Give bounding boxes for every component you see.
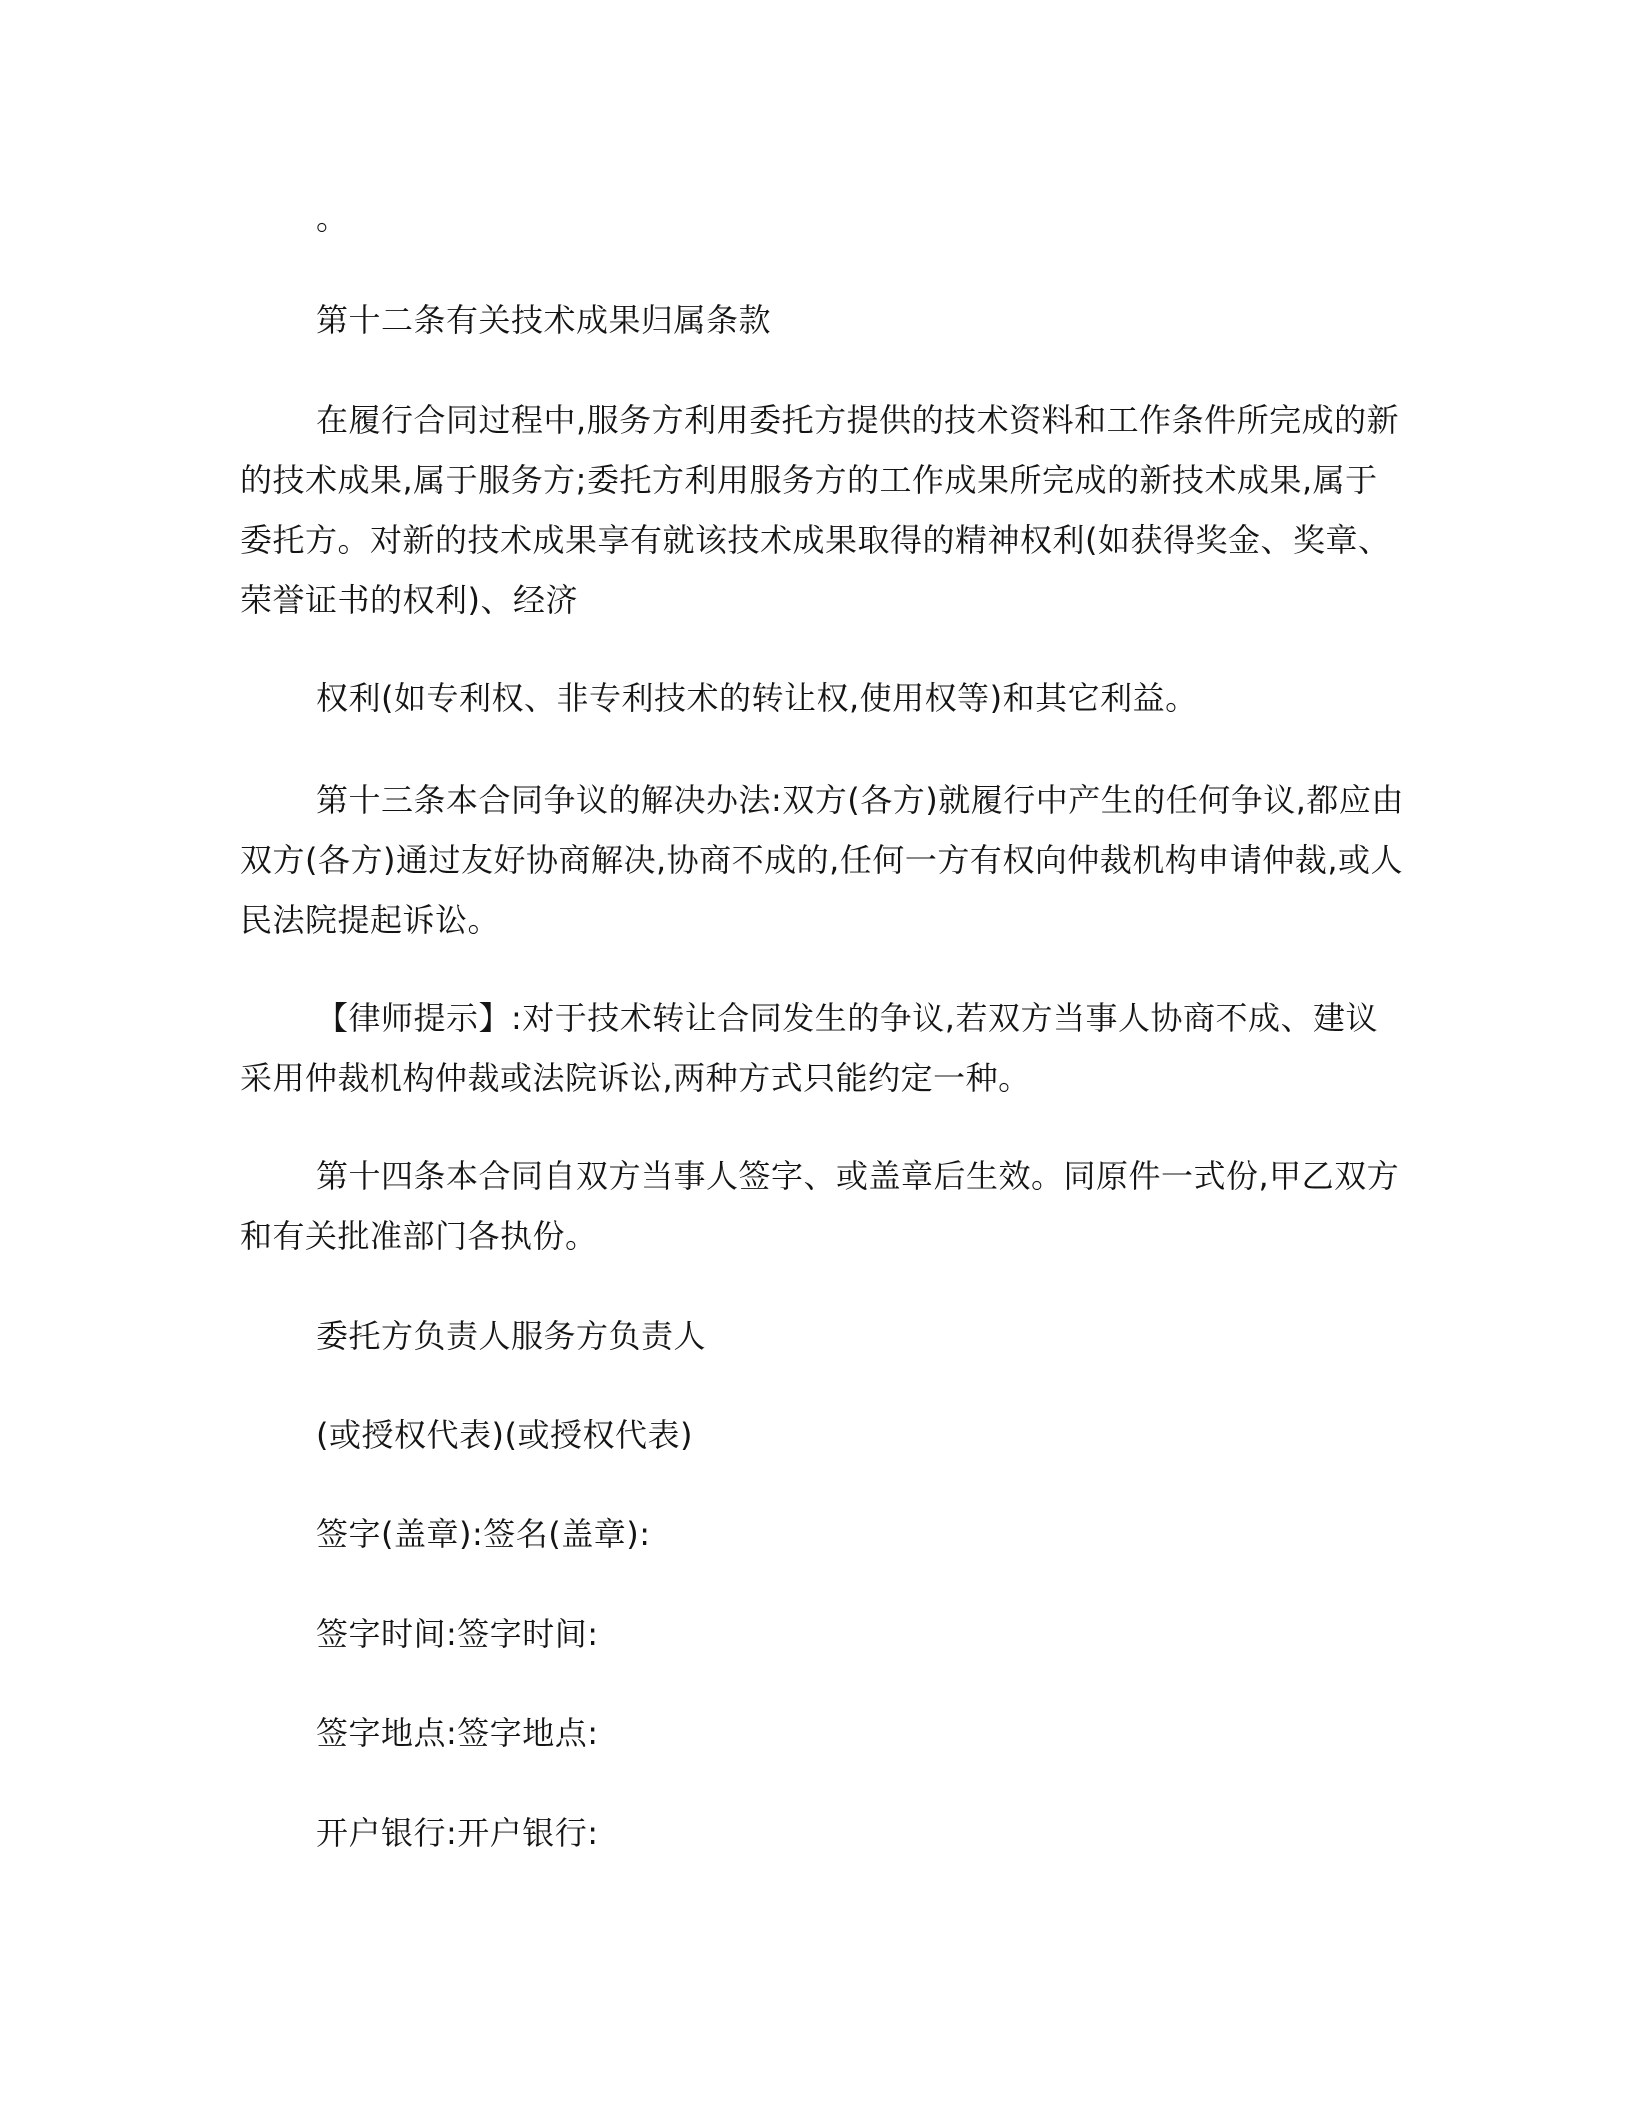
signature-stamp: 签字(盖章):签名(盖章): <box>316 1515 651 1553</box>
article-12-body: 在履行合同过程中,服务方利用委托方提供的技术资料和工作条件所完成的新的技术成果,属于服务方;委托方利用服务方的工作成果所完成的新技术成果,属于委托方。对新的技术成果享有就该技术成果取得的精神权利(如获得奖金、奖章、荣誉证书的权利)、经济 <box>240 401 1400 619</box>
article-13: 第十三条本合同争议的解决办法:双方(各方)就履行中产生的任何争议,都应由双方(各方)通过友好协商解决,协商不成的,任何一方有权向仲裁机构申请仲裁,或人民法院提起诉讼。 <box>240 781 1404 939</box>
text-fragment: 。 <box>316 199 349 237</box>
signature-parties: 委托方负责人服务方负责人 <box>316 1317 707 1355</box>
authorized-representatives: (或授权代表)(或授权代表) <box>316 1416 693 1454</box>
signature-place: 签字地点:签字地点: <box>316 1714 599 1752</box>
signature-time: 签字时间:签字时间: <box>316 1615 599 1653</box>
article-12-continued: 权利(如专利权、非专利技术的转让权,使用权等)和其它利益。 <box>316 679 1198 717</box>
article-14: 第十四条本合同自双方当事人签字、或盖章后生效。同原件一式份,甲乙双方和有关批准部门各执份。 <box>240 1157 1400 1255</box>
bank-account: 开户银行:开户银行: <box>316 1814 599 1852</box>
article-12-heading: 第十二条有关技术成果归属条款 <box>316 301 772 339</box>
lawyer-tip: 【律师提示】:对于技术转让合同发生的争议,若双方当事人协商不成、建议采用仲裁机构仲裁或法院诉讼,两种方式只能约定一种。 <box>240 999 1378 1097</box>
